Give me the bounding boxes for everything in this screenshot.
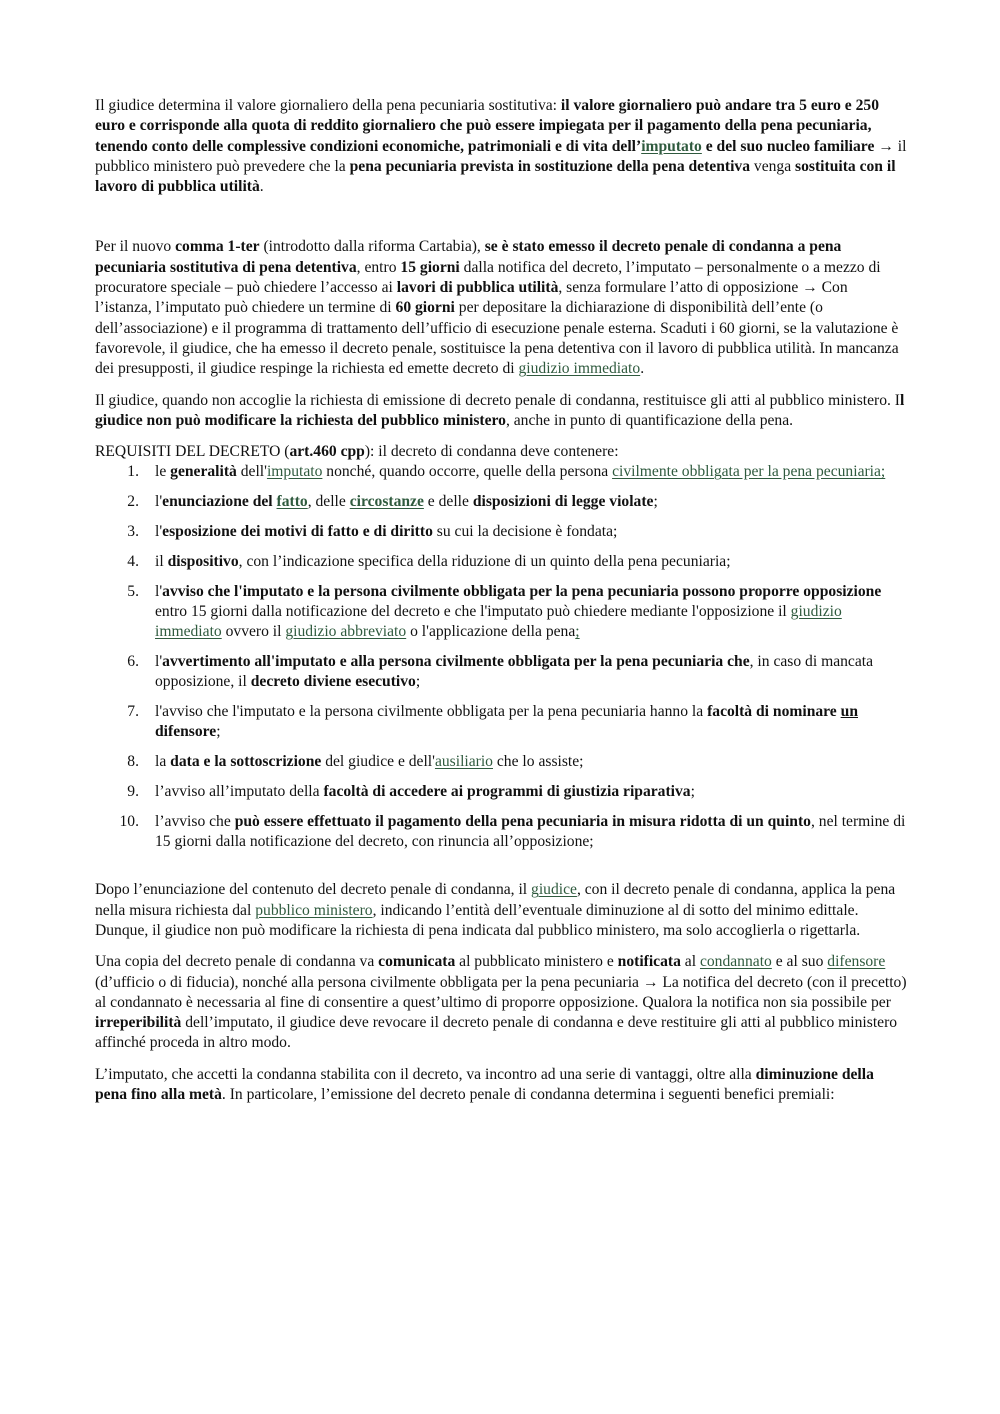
- bold-text: enunciazione del: [162, 493, 277, 511]
- text-run: .: [640, 360, 645, 378]
- text-run: dell': [236, 463, 267, 481]
- text-run: l'avviso che l'imputato e la persona civilmente obbligata per la pena pecuniaria hanno la: [155, 703, 708, 721]
- text-run: che lo assiste;: [492, 753, 584, 771]
- text-run: ;: [690, 783, 695, 801]
- text-link[interactable]: ausiliario: [434, 753, 493, 771]
- text-run: ;: [415, 673, 421, 691]
- text-run: , entro: [356, 258, 401, 276]
- text-run: , delle: [307, 493, 350, 511]
- requirement-text: [155, 583, 881, 641]
- text-run: l': [155, 582, 163, 600]
- bold-text: data e la sottoscrizione: [170, 753, 322, 771]
- text-run: ;: [216, 723, 221, 741]
- text-run: , nel termine di 15 giorni dalla notificazione del decreto, con rinuncia all’opposizione;: [155, 812, 906, 851]
- text-run: ;: [653, 493, 658, 511]
- requirement-text: [155, 463, 885, 480]
- list-number: 1.: [127, 463, 139, 481]
- text-run: , indicando l’entità dell’eventuale diminuzione al di sotto del minimo edittale. Dunque, il giudice non può modificare la richiesta di pena indicata dal pubblico ministero, ma solo accoglierla o rigettarla.: [95, 901, 861, 939]
- requirement-item: [95, 752, 907, 772]
- bold-text: comma 1-ter: [175, 238, 260, 256]
- text-run: e delle: [423, 493, 473, 511]
- requirement-item: [95, 522, 907, 542]
- bold-text: il valore giornaliero può andare tra 5 euro e 250 euro e corrisponde alla quota di reddito giornaliero che può essere impiegata per il pagamento della pena pecuniaria, tenendo conto delle complessive condizioni economiche, patrimoniali e di vita dell’: [95, 97, 879, 155]
- bold-text: dispositivo: [167, 552, 239, 570]
- bold-text: lavori di pubblica utilità: [396, 279, 559, 297]
- paragraph-notification: [95, 952, 907, 1053]
- bold-text: disposizioni di legge violate: [472, 493, 654, 511]
- text-run: ): il decreto di condanna deve contenere:: [364, 443, 619, 461]
- text-run: il: [155, 552, 168, 570]
- bold-text: 15 giorni: [400, 258, 460, 276]
- list-number: 10.: [119, 812, 139, 830]
- text-run: al: [680, 953, 700, 971]
- text-run: L’imputato, che accetti la condanna stabilita con il decreto, va incontro ad una serie di vantaggi, oltre alla: [95, 1065, 756, 1083]
- list-number: 9.: [127, 783, 139, 801]
- requirement-item: [95, 492, 907, 512]
- paragraph-comma-1ter: [95, 237, 907, 379]
- text-run: ovvero il: [221, 623, 286, 641]
- requirements-list: [95, 462, 907, 852]
- requirement-item: [95, 462, 907, 482]
- requirement-text: [155, 553, 731, 570]
- text-run: la: [155, 753, 171, 771]
- bold-text: pena pecuniaria prevista in sostituzione della pena detentiva: [349, 157, 751, 175]
- list-number: 5.: [127, 582, 139, 600]
- text-link[interactable]: giudice: [531, 881, 577, 899]
- text-run: , in caso di mancata opposizione, il: [155, 653, 874, 691]
- text-run: → il pubblico ministero può prevedere che la: [95, 137, 907, 175]
- text-run: entro 15 giorni dalla notificazione del decreto e che l'imputato può chiedere mediante l'opposizione il: [155, 602, 791, 620]
- text-run: .: [259, 178, 264, 196]
- text-run: Una copia del decreto penale di condanna va: [95, 953, 379, 971]
- list-number: 7.: [127, 703, 139, 721]
- text-run: e al suo: [771, 953, 828, 971]
- text-link[interactable]: giudizio immediato: [518, 360, 641, 378]
- bold-text: l giudice non può modificare la richiesta del pubblico ministero: [95, 391, 905, 429]
- text-link[interactable]: imputato: [641, 137, 702, 155]
- list-number: 4.: [127, 552, 139, 570]
- requirement-item: [95, 652, 907, 693]
- text-run: , con l’indicazione specifica della riduzione di un quinto della pena pecuniaria;: [238, 552, 731, 570]
- list-number: 2.: [127, 493, 139, 511]
- requirement-text: [155, 493, 658, 510]
- bold-text: se è stato emesso il decreto penale di condanna a pena pecuniaria sostitutiva di pena detentiva: [95, 238, 842, 276]
- bold-text: generalità: [170, 463, 237, 481]
- text-run: nonché, quando occorre, quelle della persona: [322, 463, 613, 481]
- requirement-item: [95, 552, 907, 572]
- paragraph-decree-content: [95, 880, 907, 941]
- text-run: (d’ufficio o di fiducia), nonché alla persona civilmente obbligata per la pena pecuniaria → La notifica del decreto (con il precetto) al condannato è necessaria al fine di consentire a quest’ultimo di proporre opposizione. Qualora la notifica non sia possibile per: [95, 973, 907, 1011]
- text-run: l': [155, 493, 163, 511]
- requirement-text: [155, 703, 858, 740]
- bold-text: diminuzione della pena fino alla metà: [95, 1065, 874, 1104]
- requirement-text: [155, 813, 905, 850]
- requirement-text: [155, 783, 695, 800]
- bold-text: avviso che l'imputato e la persona civilmente obbligata per la pena pecuniaria possono proporre opposizione: [162, 582, 882, 600]
- text-run: su cui la decisione è fondata;: [432, 523, 618, 541]
- text-link[interactable]: giudizio abbreviato: [285, 623, 407, 641]
- paragraph-benefits: [95, 1065, 907, 1106]
- text-run: . In particolare, l’emissione del decreto penale di condanna determina i seguenti benefici premiali:: [221, 1086, 835, 1104]
- text-run: dell’imputato, il giudice deve revocare il decreto penale di condanna e deve restituire gli atti al pubblico ministero affinché proceda in altro modo.: [95, 1014, 898, 1052]
- text-run: al pubblicato ministero e: [455, 953, 618, 971]
- bold-text: notificata: [617, 953, 681, 971]
- text-run: del giudice e dell': [321, 753, 435, 771]
- requirement-text: [155, 653, 873, 690]
- bold-text: avvertimento all'imputato e alla persona civilmente obbligata per la pena pecuniaria che: [162, 653, 750, 671]
- text-link[interactable]: civilmente obbligata per la pena pecuniaria;: [612, 463, 886, 481]
- list-number: 6.: [127, 653, 139, 671]
- text-run: dalla notifica del decreto, l’imputato – personalmente o a mezzo di procuratore speciale – può chiedere l’accesso ai: [95, 258, 881, 297]
- bold-text: 60 giorni: [395, 299, 455, 317]
- bold-text: decreto diviene esecutivo: [250, 673, 416, 691]
- requirement-text: [155, 753, 584, 770]
- text-run: venga: [750, 157, 796, 175]
- text-run: (introdotto dalla riforma Cartabia),: [259, 238, 485, 256]
- requirement-item: [95, 582, 907, 643]
- bold-text: esposizione dei motivi di fatto e di diritto: [162, 523, 433, 541]
- requirement-item: [95, 702, 907, 743]
- text-run: l': [155, 523, 163, 541]
- bold-text: sostituita con il lavoro di pubblica utilità: [95, 157, 896, 196]
- list-number: 8.: [127, 753, 139, 771]
- text-run: , anche in punto di quantificazione della pena.: [505, 411, 794, 429]
- text-run: o l'applicazione della pena: [406, 623, 576, 641]
- requirement-text: [155, 523, 617, 540]
- text-run: l': [155, 653, 163, 671]
- text-link[interactable]: fatto: [276, 493, 308, 511]
- document-page: [95, 96, 907, 1105]
- paragraph-daily-value: [95, 96, 907, 197]
- bold-text: art.460 cpp: [289, 443, 365, 461]
- text-run: Il giudice, quando non accoglie la richiesta di emissione di decreto penale di condanna, restituisce gli atti al pubblico ministero. I: [95, 391, 900, 409]
- list-number: 3.: [127, 523, 139, 541]
- bold-text: e del suo nucleo familiare: [701, 137, 875, 155]
- text-run: l’avviso che: [155, 812, 235, 830]
- bold-text: un: [840, 703, 858, 721]
- bold-text: facoltà di accedere ai programmi di giustizia riparativa: [323, 783, 691, 801]
- text-link[interactable]: difensore: [827, 953, 886, 971]
- text-run: REQUISITI DEL DECRETO (: [95, 443, 290, 461]
- text-run: l’avviso all’imputato della: [155, 783, 324, 801]
- paragraph-judge-rejects: [95, 391, 907, 432]
- text-run: Il giudice determina il valore giornaliero della pena pecuniaria sostitutiva:: [95, 97, 561, 114]
- text-link[interactable]: ;: [575, 623, 580, 641]
- text-run: le: [155, 463, 171, 481]
- bold-text: irreperibilità: [95, 1014, 182, 1032]
- text-run: Per il nuovo: [95, 238, 176, 256]
- text-link[interactable]: pubblico ministero: [255, 901, 373, 919]
- requirement-item: [95, 812, 907, 853]
- paragraph-requirements-heading: [95, 442, 907, 462]
- requirement-item: [95, 782, 907, 802]
- text-run: per depositare la dichiarazione di disponibilità dell’ente (o dell’associazione) e il programma di trattamento dell’ufficio di esecuzione penale esterna. Scaduti i 60 giorni, se la valutazione è favorevole, il giudice, che ha emesso il decreto penale, sostituisce la pena detentiva con il lavoro di pubblica utilità. In mancanza dei presupposti, il giudice respinge la richiesta ed emette decreto di: [95, 299, 899, 378]
- text-link[interactable]: condannato: [699, 953, 772, 971]
- text-link[interactable]: imputato: [266, 463, 323, 481]
- bold-text: facoltà di nominare: [707, 703, 841, 721]
- bold-text: comunicata: [378, 953, 456, 971]
- bold-text: può essere effettuato il pagamento della pena pecuniaria in misura ridotta di un quinto: [234, 812, 811, 830]
- text-run: , senza formulare l’atto di opposizione → Con l’istanza, l’imputato può chiedere un termine di: [95, 279, 848, 317]
- text-link[interactable]: circostanze: [349, 493, 424, 511]
- text-link[interactable]: giudizio immediato: [155, 602, 842, 641]
- bold-text: difensore: [155, 723, 217, 741]
- text-run: Dopo l’enunciazione del contenuto del decreto penale di condanna, il: [95, 881, 532, 899]
- text-run: , con il decreto penale di condanna, applica la pena nella misura richiesta dal: [95, 881, 896, 919]
